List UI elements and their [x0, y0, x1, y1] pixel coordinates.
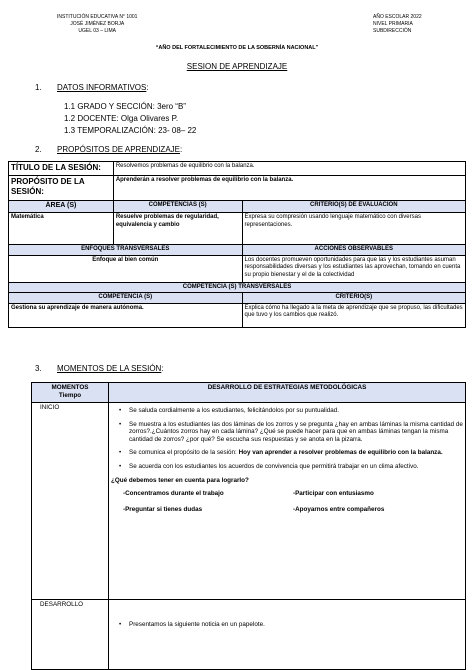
propositos-table	[8, 161, 466, 328]
desarrollo-estrategias-header: DESARROLLO DE ESTRATEGIAS METODOLÓGICAS	[109, 383, 466, 403]
session-purpose-label: PROPÓSITO DE LA SESIÓN:	[9, 176, 114, 201]
section-1-heading: 1. DATOS INFORMATIVOS:	[35, 83, 149, 92]
acciones-header: ACCIONES OBSERVABLES	[242, 245, 465, 256]
ugel-name: UGEL 03 – LIMA	[78, 28, 117, 34]
section-2-heading: 2. PROPÓSITOS DE APRENDIZAJE:	[35, 145, 183, 154]
question: ¿Qué debemos tener en cuenta para lograrlo?	[111, 476, 249, 484]
area-header: ÁREA (S)	[9, 201, 114, 213]
school-name: JOSÉ JIMÉNEZ BORJA	[70, 21, 125, 27]
criterios-header: CRITERIO(S) DE EVALUACIÓN	[242, 201, 465, 213]
criterio-transversal-value: Explica cómo ha llegado a la meta de aprendizaje que se propuso, las dificultades que tuvo y los cambios que realizó.	[242, 303, 465, 327]
enfoque-value: Enfoque al bien común	[9, 255, 243, 282]
year-motto: “AÑO DEL FORTALECIMIENTO DE LA SOBERNÍA NACIONAL”	[155, 45, 319, 51]
criterio-value: Expresa su compresión usando lenguaje matemático con diversas representaciones.	[242, 213, 465, 245]
desarrollo-cell	[32, 600, 109, 670]
list-item: • Se saluda cordialmente a los estudiantes, felicitándolos por su puntualidad.	[119, 407, 463, 415]
rules-row: -Preguntar si tienes dudas -Apoyarnos entre compañeros	[123, 505, 385, 513]
competencia-value: Resuelve problemas de regularidad, equivalencia y cambio	[113, 213, 242, 245]
area-value: Matemática	[9, 213, 114, 245]
session-purpose-value: Aprenderán a resolver problemas de equilibrio con la balanza.	[113, 176, 465, 201]
inicio-cell	[32, 403, 109, 600]
school-year: AÑO ESCOLAR 2022	[373, 14, 422, 20]
competencia-transversal-value: Gestiona su aprendizaje de manera autónoma.	[9, 303, 243, 327]
acciones-value: Los docentes promueven oportunidades para que las y los estudiantes asuman responsabilidades diversas y los estudiantes las aprovechan, tomando en cuenta su propio bienestar y el de la colectividad	[242, 255, 465, 282]
list-item: • Presentamos la siguiente noticia en un papelote.	[119, 621, 463, 629]
competencia-s-header: COMPETENCIA (S)	[9, 293, 243, 304]
datos-grado: 1.1 GRADO Y SECCIÓN: 3ero “B”	[64, 102, 186, 111]
competencia-transversal-header: COMPETENCIA (S) TRANSVERSALES	[9, 282, 466, 293]
document-title: SESION DE APRENDIZAJE	[186, 62, 288, 71]
desarrollo-content	[109, 600, 466, 670]
institution-name: INSTITUCIÓN EDUCATIVA N° 1001	[57, 14, 138, 20]
list-item: • Se muestra a los estudiantes las dos láminas de los zorros y se pregunta ¿hay en ambas láminas la misma cantidad de zorros?.¿Cuántos zorros hay en cada lámina? ¿Qué se puede hacer para que en ambas láminas tengan la misma cantidad de zorros? ¿por qué? Se escucha sus respuestas y se anota en la pizarra.	[119, 421, 463, 444]
year-header	[373, 14, 422, 35]
session-title-value: Resolvemos problemas de equilibrio con la balanza.	[113, 162, 465, 176]
inicio-label: INICIO	[40, 404, 60, 411]
enfoques-header: ENFOQUES TRANSVERSALES	[9, 245, 243, 256]
list-item: • Se acuerda con los estudiantes los acuerdos de convivencia que permitirá trabajar en un clima afectivo.	[119, 463, 463, 471]
level: NIVEL PRIMARIA	[373, 21, 413, 27]
criterio-s-header: CRITERIO(S)	[242, 293, 465, 304]
momentos-table	[31, 382, 466, 670]
subdirection: SUBDIRECCIÓN	[373, 28, 412, 34]
institution-header	[57, 14, 137, 35]
list-item: • Se comunica el propósito de la sesión: Hoy van aprender a resolver problemas de equilibrio con la balanza.	[119, 449, 463, 457]
rules-row: -Concentramos durante el trabajo -Participar con entusiasmo	[123, 490, 374, 498]
datos-docente: 1.2 DOCENTE: Olga Olivares P.	[64, 114, 179, 123]
datos-temporalizacion: 1.3 TEMPORALIZACIÓN: 23- 08– 22	[64, 126, 197, 135]
desarrollo-label: DESARROLLO	[40, 601, 84, 608]
section-3-heading: 3. MOMENTOS DE LA SESIÓN:	[35, 364, 164, 373]
session-title-label: TÍTULO DE LA SESIÓN:	[9, 162, 114, 176]
momentos-header: MOMENTOS Tiempo	[32, 383, 109, 403]
inicio-content	[109, 403, 466, 600]
competencias-header: COMPETENCIAS (S)	[113, 201, 242, 213]
